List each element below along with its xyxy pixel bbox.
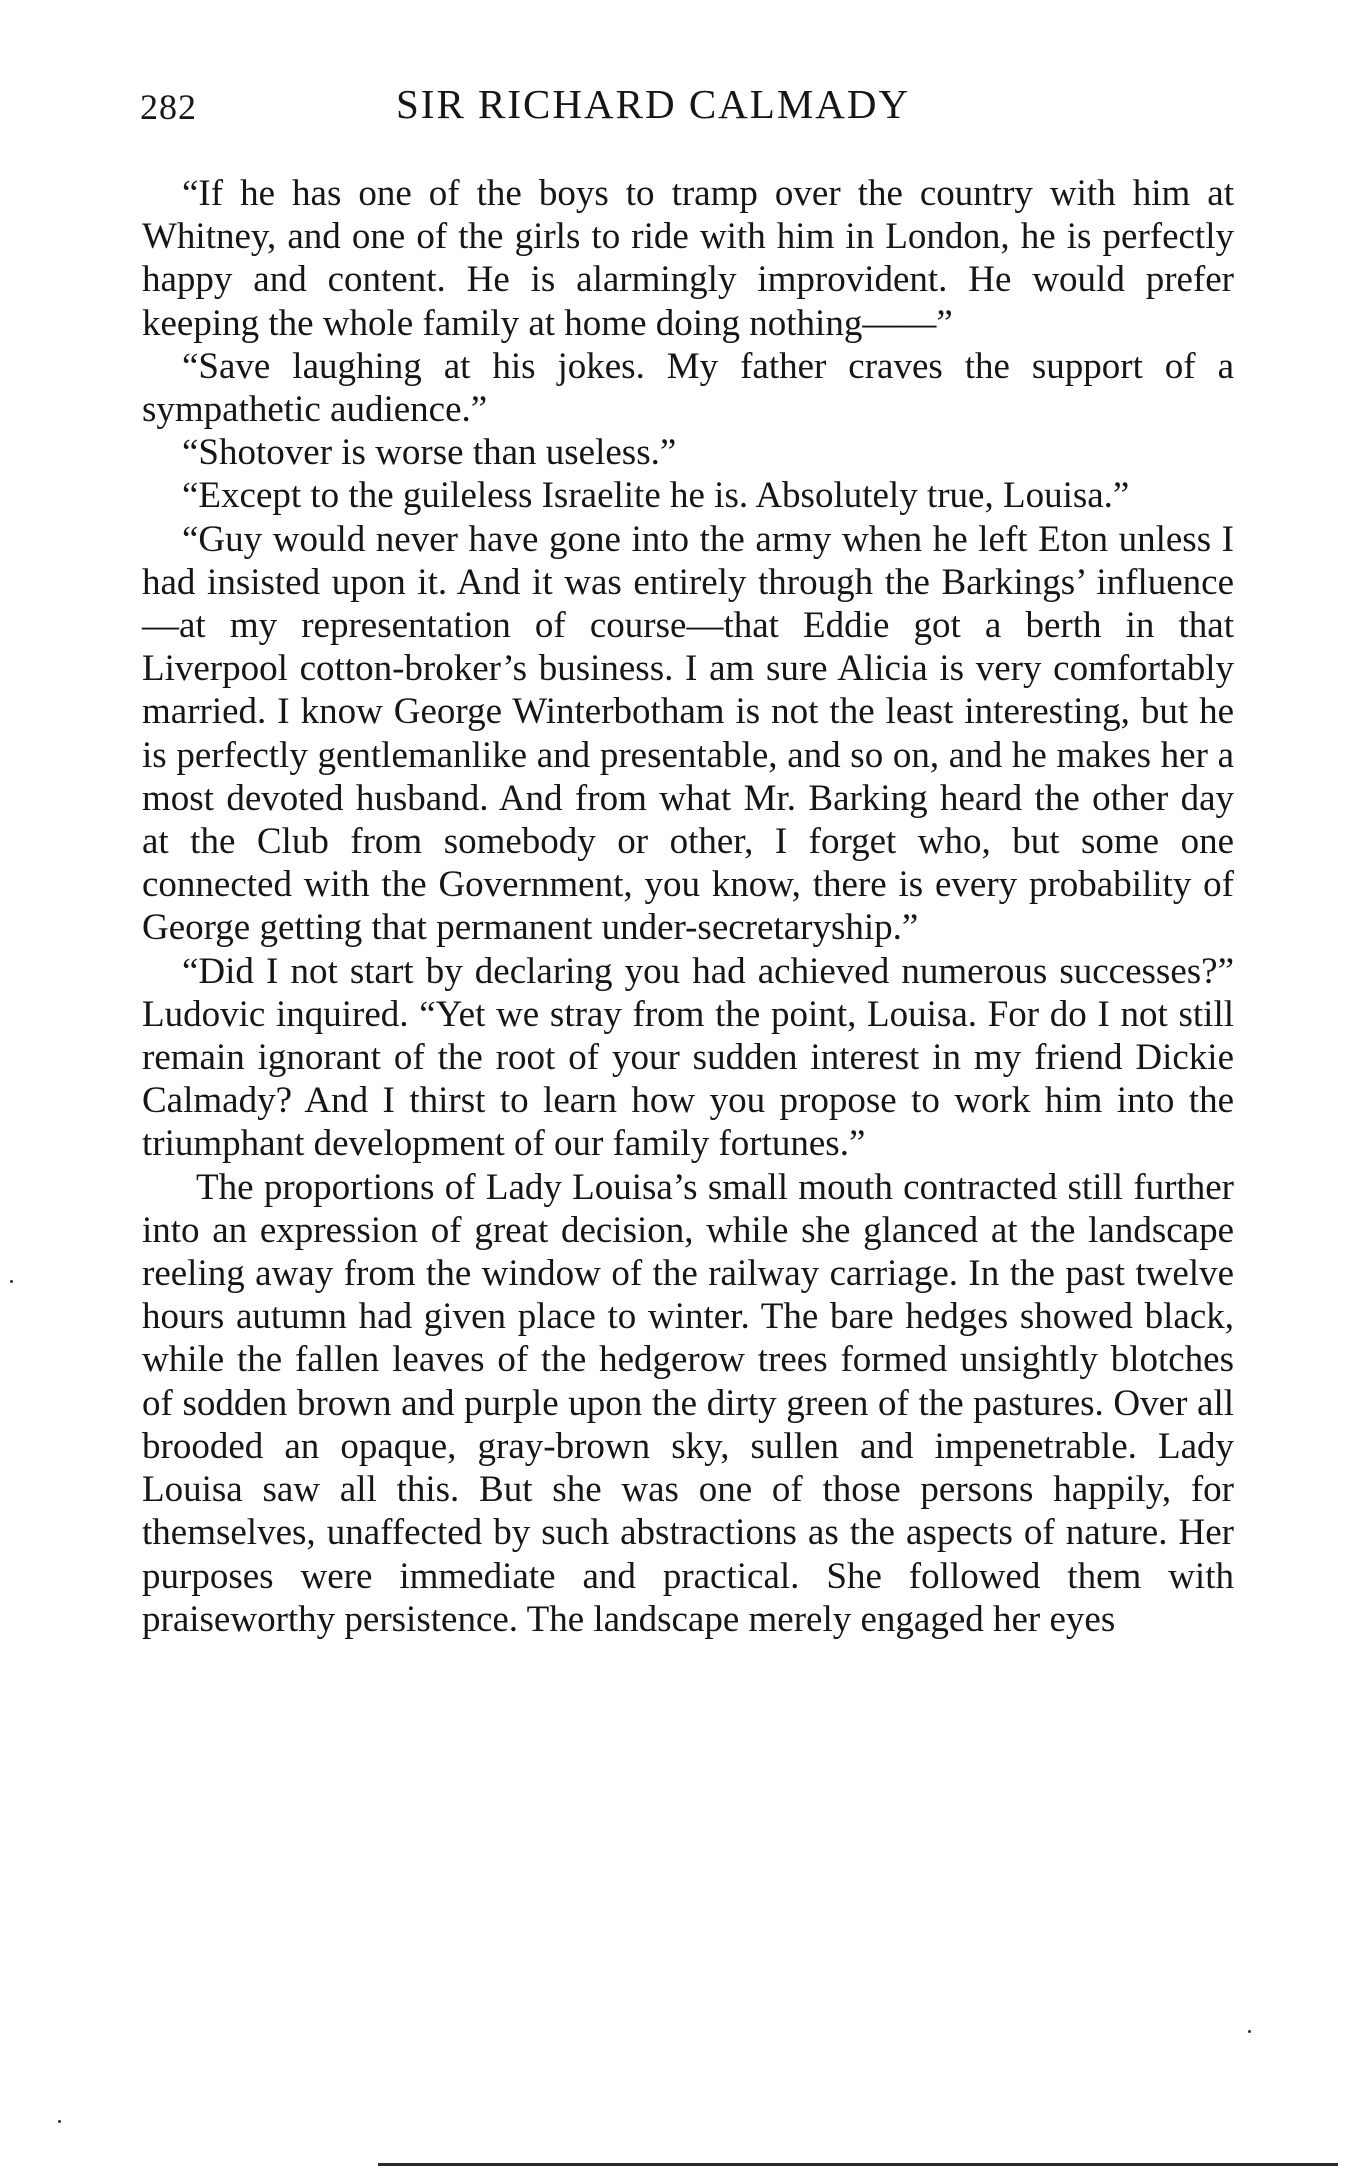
page-header [140, 80, 1232, 130]
scan-edge-rule [378, 2163, 1338, 2166]
paragraph: “Save laughing at his jokes. My father craves the support of a sympathetic audience.” [142, 345, 1234, 431]
paragraph: The proportions of Lady Louisa’s small mouth contracted still further into an expression of great decision, while she glanced at the landscape reeling away from the window of the railway carriage. In the past twelve hours autumn had given place to winter. The bare hedges showed black, while the fallen leaves of the hedgerow trees formed unsightly blotches of sodden brown and purple upon the dirty green of the pastures. Over all brooded an opaque, gray-brown sky, sullen and impenetrable. Lady Louisa saw all this. But she was one of those persons happily, for themselves, unaffected by such abstractions as the aspects of nature. Her purposes were immediate and practical. She followed them with praiseworthy persistence. The landscape merely engaged her eyes [142, 1166, 1234, 1640]
scan-speck [1248, 2030, 1251, 2033]
scan-speck [10, 1280, 13, 1283]
paragraph: “Guy would never have gone into the army when he left Eton unless I had insisted upon it. And it was entirely through the Barkings’ influence—at my representation of course—that Eddie got a berth in that Liverpool cotton-broker’s business. I am sure Alicia is very comfortably married. I know George Winterbotham is not the least interesting, but he is perfectly gentlemanlike and presentable, and so on, and he makes her a most devoted husband. And from what Mr. Barking heard the other day at the Club from somebody or other, I forget who, but some one connected with the Government, you know, there is every probability of George getting that permanent under-secretaryship.” [142, 518, 1234, 949]
page-number: 282 [140, 87, 197, 127]
body-text [142, 172, 1234, 1641]
paragraph: “Did I not start by declaring you had achieved numerous successes?” Ludovic inquired. “Yet we stray from the point, Louisa. For do I not still remain ignorant of the root of your sudden interest in my friend Dickie Calmady? And I thirst to learn how you propose to work him into the triumphant development of our family fortunes.” [142, 950, 1234, 1165]
running-head: SIR RICHARD CALMADY [396, 81, 911, 127]
paragraph: “Except to the guileless Israelite he is. Absolutely true, Louisa.” [182, 475, 1130, 517]
scan-speck [58, 2120, 61, 2123]
paragraph: “Shotover is worse than useless.” [182, 432, 677, 474]
paragraph: “If he has one of the boys to tramp over the country with him at Whitney, and one of the girls to ride with him in London, he is perfectly happy and content. He is alarmingly improvident. He would prefer keeping the whole family at home doing nothing——” [142, 173, 1234, 344]
